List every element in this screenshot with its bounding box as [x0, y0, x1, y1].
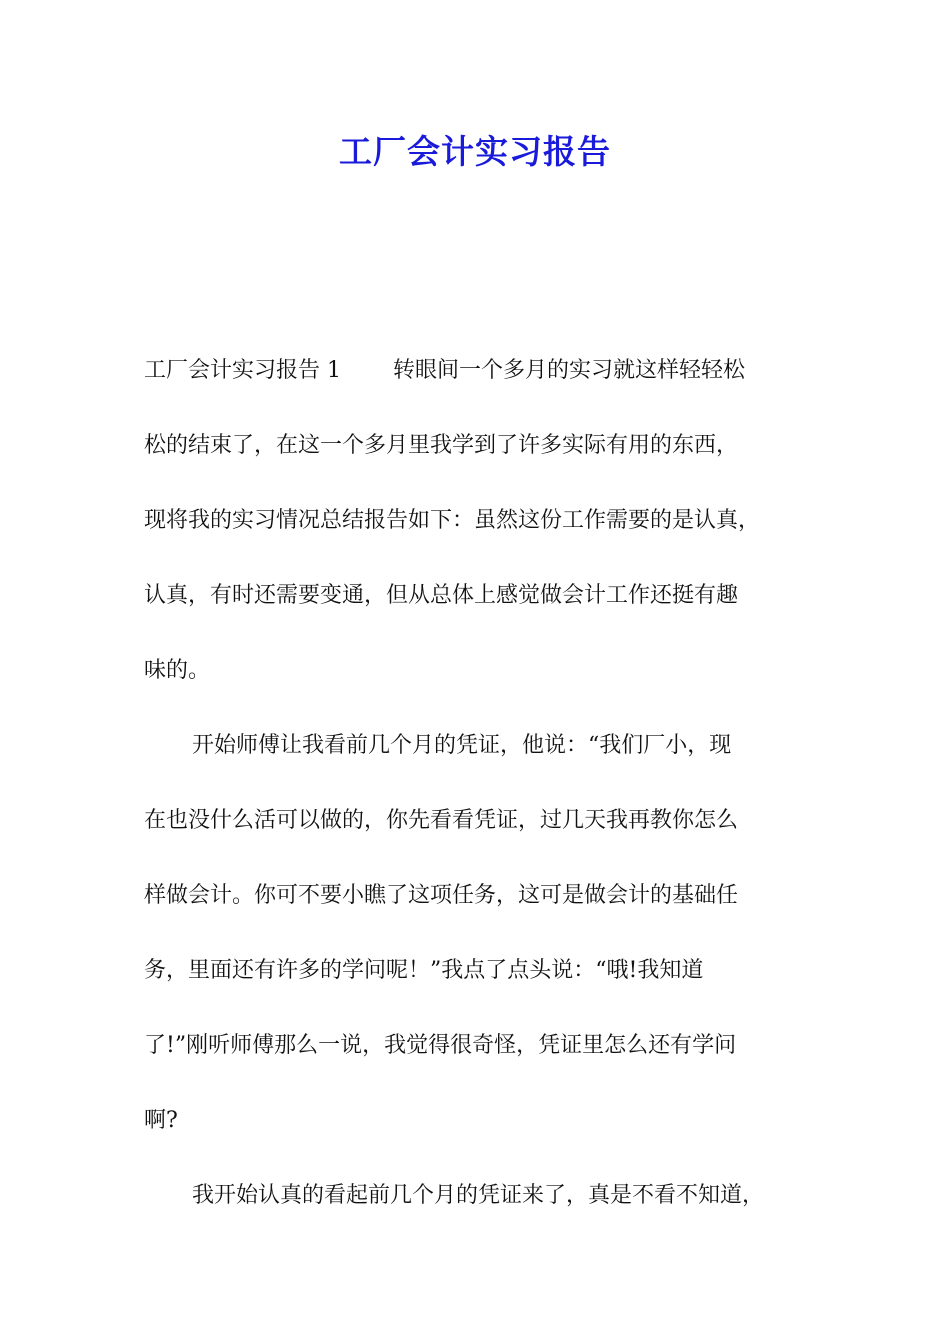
- paragraph-line: 松的结束了，在这一个多月里我学到了许多实际有用的东西，: [144, 433, 739, 458]
- paragraph-line: 了!”刚听师傅那么一说，我觉得很奇怪，凭证里怎么还有学问: [144, 1033, 737, 1058]
- document-title: 工厂会计实习报告: [339, 132, 611, 171]
- paragraph-line: 样做会计。你可不要小瞧了这项任务，这可是做会计的基础任: [144, 883, 739, 908]
- paragraph-line: 在也没什么活可以做的，你先看看凭证，过几天我再教你怎么: [144, 808, 739, 833]
- paragraph-line: 现将我的实习情况总结报告如下：虽然这份工作需要的是认真，: [144, 508, 761, 533]
- paragraph-line: 味的。: [144, 658, 211, 683]
- paragraph-line: [144, 333, 816, 408]
- paragraph-line: 务，里面还有许多的学问呢！”我点了点头说：“哦!我知道: [144, 958, 704, 983]
- paragraph-line: 开始师傅让我看前几个月的凭证，他说：“我们厂小，现: [192, 733, 732, 758]
- report-heading-inline: 工厂会计实习报告 1: [144, 358, 341, 383]
- paragraph-text: 转眼间一个多月的实习就这样轻轻松: [393, 358, 746, 383]
- paragraph-line: 我开始认真的看起前几个月的凭证来了，真是不看不知道，: [192, 1183, 765, 1208]
- document-body: [144, 333, 816, 1233]
- paragraph-line: 认真，有时还需要变通，但从总体上感觉做会计工作还挺有趣: [144, 583, 739, 608]
- paragraph-line: 啊?: [144, 1108, 178, 1133]
